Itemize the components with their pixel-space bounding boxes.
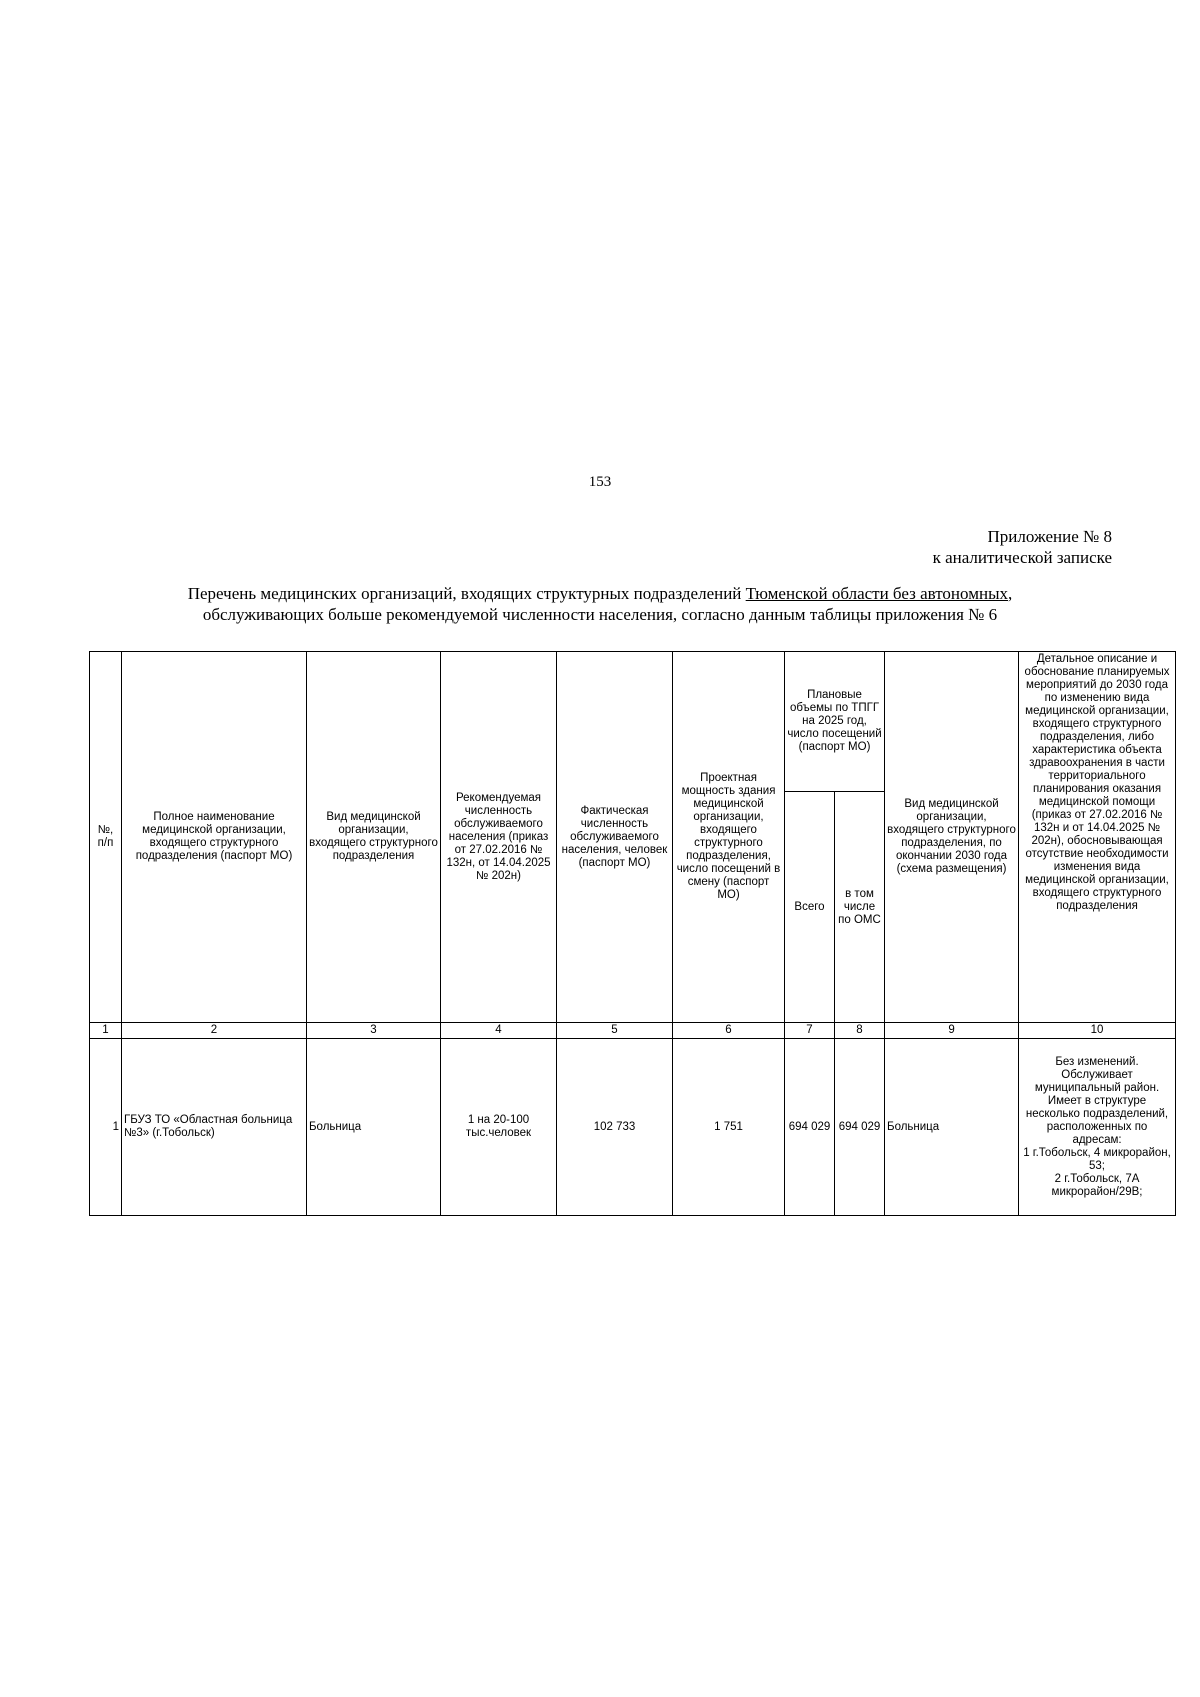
appendix-line-2: к аналитической записке — [932, 548, 1112, 567]
appendix-label — [933, 526, 1112, 568]
appendix-line-1: Приложение № 8 — [987, 527, 1112, 546]
title-line-2: обслуживающих больше рекомендуемой численности населения, согласно данным таблицы приложения № 6 — [202, 605, 998, 624]
header-col-8: в том числе по ОМС — [835, 792, 885, 1023]
planned-visits-oms: 694 029 — [835, 1039, 885, 1216]
organization-type: Больница — [307, 1039, 441, 1216]
header-col-3: Вид медицинской организации, входящего структурного подразделения — [307, 652, 441, 1023]
page-number: 153 — [588, 474, 612, 490]
table-row — [90, 1039, 1176, 1216]
recommended-population: 1 на 20-100 тыс.человек — [441, 1039, 557, 1216]
description-text: Без изменений. Обслуживает муниципальный район. Имеет в структуре несколько подразделений, расположенных по адресам: 1 г.Тобольск, 4 микрорайон, 53; 2 г.Тобольск, 7А микрорайон/29В; — [1023, 1055, 1171, 1198]
title-underlined: Тюменской области без автономных — [745, 584, 1008, 603]
column-number: 8 — [835, 1023, 885, 1039]
actual-population: 102 733 — [557, 1039, 673, 1216]
column-number: 9 — [885, 1023, 1019, 1039]
organizations-table — [89, 651, 1176, 1216]
planned-visits-total: 694 029 — [785, 1039, 835, 1216]
header-col-5: Фактическая численность обслуживаемого населения, человек (паспорт МО) — [557, 652, 673, 1023]
row-number: 1 — [90, 1039, 122, 1216]
column-number: 1 — [90, 1023, 122, 1039]
header-row-1 — [90, 652, 1176, 792]
header-col-2: Полное наименование медицинской организации, входящего структурного подразделения (паспорт МО) — [122, 652, 307, 1023]
column-number: 4 — [441, 1023, 557, 1039]
header-col-6: Проектная мощность здания медицинской организации, входящего структурного подразделения, число посещений в смену (паспорт МО) — [673, 652, 785, 1023]
title-line-1 — [60, 583, 1140, 604]
column-numbers-row — [90, 1023, 1176, 1039]
header-col-4: Рекомендуемая численность обслуживаемого населения (приказ от 27.02.2016 № 132н, от 14.04.2025 № 202н) — [441, 652, 557, 1023]
column-number: 6 — [673, 1023, 785, 1039]
design-capacity: 1 751 — [673, 1039, 785, 1216]
title-prefix: Перечень медицинских организаций, входящих структурных подразделений — [187, 584, 746, 603]
header-col-10: Детальное описание и обоснование планируемых мероприятий до 2030 года по изменению вида медицинской организации, входящего структурного подразделения, либо характеристика объекта здравоохранения в части территориального планирования оказания медицинской помощи (приказ от 27.02.2016 № 132н и от 14.04.2025 № 202н), обосновывающая отсутствие необходимости изменения вида медицинской организации, входящего структурного подразделения — [1019, 652, 1176, 1023]
column-number: 7 — [785, 1023, 835, 1039]
column-number: 5 — [557, 1023, 673, 1039]
header-group-7-8: Плановые объемы по ТПГГ на 2025 год, число посещений (паспорт МО) — [785, 652, 885, 792]
header-col-9: Вид медицинской организации, входящего структурного подразделения, по окончании 2030 года (схема размещения) — [885, 652, 1019, 1023]
description-cell — [1019, 1039, 1176, 1216]
document-title — [60, 583, 1140, 625]
organization-name: ГБУЗ ТО «Областная больница №3» (г.Тобольск) — [122, 1039, 307, 1216]
organization-type-2030: Больница — [885, 1039, 1019, 1216]
title-suffix: , — [1008, 584, 1013, 603]
column-number: 2 — [122, 1023, 307, 1039]
header-col-1: №, п/п — [90, 652, 122, 1023]
header-col-7: Всего — [785, 792, 835, 1023]
column-number: 10 — [1019, 1023, 1176, 1039]
column-number: 3 — [307, 1023, 441, 1039]
